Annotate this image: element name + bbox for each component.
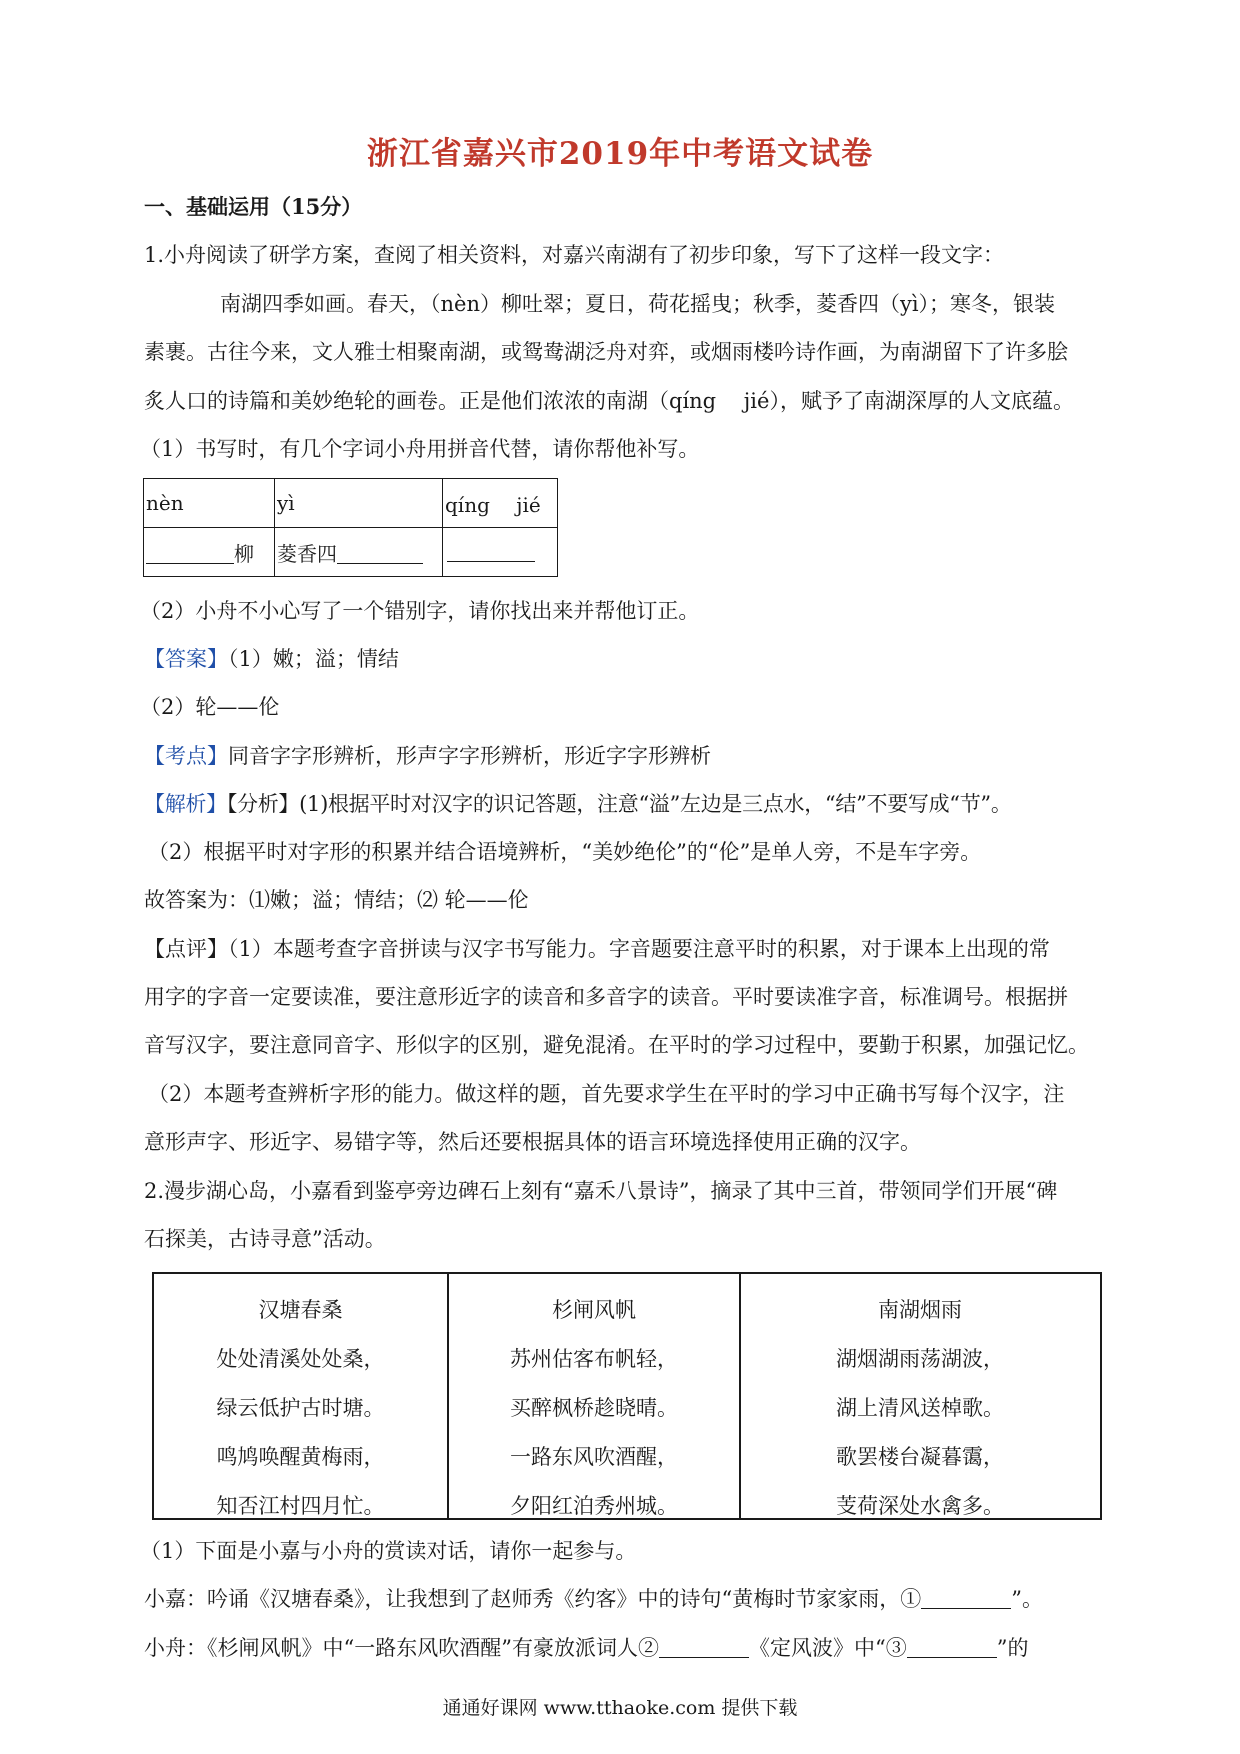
poem-line: 夕阳红泊秀州城。 bbox=[510, 1494, 678, 1518]
poem-line: 处处清溪处处桑， bbox=[216, 1347, 385, 1371]
fill-blank-3[interactable] bbox=[907, 1637, 997, 1658]
poem-column-2 bbox=[447, 1274, 739, 1518]
q1-sub2: （2）小舟不小心写了一个错别字，请你找出来并帮他订正。 bbox=[140, 599, 700, 623]
fill-blank[interactable] bbox=[447, 541, 535, 562]
answer-line bbox=[144, 644, 399, 674]
page-title: 浙江省嘉兴市2019年中考语文试卷 bbox=[366, 136, 874, 172]
poem-title: 杉闸风帆 bbox=[552, 1298, 636, 1322]
dialog-line-1 bbox=[144, 1584, 1043, 1614]
final-answer: 故答案为：⑴嫩；溢；情结；⑵ 轮——伦 bbox=[144, 888, 529, 912]
dialog-text: 《定风波》中“③ bbox=[748, 1636, 907, 1660]
poem-line: 知否江村四月忙。 bbox=[216, 1494, 385, 1518]
q1-sub1: （1）书写时，有几个字词小舟用拼音代替，请你帮他补写。 bbox=[140, 437, 700, 461]
q2-sub1: （1）下面是小嘉与小舟的赏读对话，请你一起参与。 bbox=[140, 1539, 637, 1563]
poem-line: 鸣鸠唤醒黄梅雨， bbox=[216, 1445, 385, 1469]
page-footer: 通通好课网 www.tthaoke.com 提供下载 bbox=[442, 1697, 798, 1719]
dianping-line-2: 用字的字音一定要读准，要注意形近字的读音和多音字的读音。平时要读准字音，标准调号。根据拼 bbox=[144, 985, 1068, 1009]
dialog-text: 小嘉：吟诵《汉塘春桑》，让我想到了赵师秀《约客》中的诗句“黄梅时节家家雨，① bbox=[144, 1587, 922, 1611]
q2-intro-line-1: 2.漫步湖心岛，小嘉看到鉴亭旁边碑石上刻有“嘉禾八景诗”，摘录了其中三首，带领同学们开展“碑 bbox=[144, 1179, 1058, 1203]
kaodian-line bbox=[144, 741, 711, 771]
poem-line: 湖烟湖雨荡湖波， bbox=[836, 1347, 1004, 1371]
poem-table bbox=[152, 1272, 1102, 1520]
fill-blank-1[interactable] bbox=[921, 1588, 1011, 1609]
dianping-line-5: 意形声字、形近字、易错字等，然后还要根据具体的语言环境选择使用正确的汉字。 bbox=[144, 1130, 921, 1154]
poem-title: 南湖烟雨 bbox=[878, 1298, 962, 1322]
answer-line-2: （2）轮——伦 bbox=[140, 695, 280, 719]
q1-passage-line-3: 炙人口的诗篇和美妙绝轮的画卷。正是他们浓浓的南湖（qíng jié），赋予了南湖深厚的人文底蕴。 bbox=[144, 389, 1074, 413]
q1-passage-line-2: 素裹。古往今来，文人雅士相聚南湖，或鸳鸯湖泛舟对弈，或烟雨楼吟诗作画，为南湖留下了许多脍 bbox=[144, 340, 1068, 364]
poem-column-1 bbox=[154, 1274, 447, 1518]
fill-blank-2[interactable] bbox=[659, 1637, 749, 1658]
answer-text: （1）嫩；溢；情结 bbox=[228, 647, 399, 671]
jiexi-tag: 【解析】 bbox=[144, 792, 227, 816]
dialog-text: 小舟：《杉闸风帆》中“一路东风吹酒醒”有豪放派词人② bbox=[144, 1636, 659, 1660]
poem-line: 湖上清风送棹歌。 bbox=[836, 1396, 1004, 1420]
q2-intro-line-2: 石探美，古诗寻意”活动。 bbox=[144, 1227, 386, 1251]
poem-column-3 bbox=[739, 1274, 1099, 1518]
jiexi-text: 【分析】(1)根据平时对汉字的识记答题，注意“溢”左边是三点水，“结”不要写成“节”。 bbox=[226, 792, 1012, 816]
poem-line: 买醉枫桥趁晓晴。 bbox=[510, 1396, 678, 1420]
q1-intro: 1.小舟阅读了研学方案，查阅了相关资料，对嘉兴南湖有了初步印象，写下了这样一段文字： bbox=[144, 243, 1005, 267]
fill-blank[interactable] bbox=[146, 543, 234, 564]
pinyin-cell-3: qíng jié bbox=[443, 479, 558, 528]
dialog-text: ”。 bbox=[1011, 1587, 1043, 1611]
answer-cell-3[interactable] bbox=[443, 528, 558, 577]
pinyin-cell-1: nèn bbox=[144, 479, 275, 528]
dialog-line-2 bbox=[144, 1633, 1028, 1663]
jiexi-line-2: （2）根据平时对字形的积累并结合语境辨析，“美妙绝伦”的“伦”是单人旁，不是车字旁。 bbox=[148, 840, 982, 864]
dianping-line-1: 【点评】（1）本题考查字音拼读与汉字书写能力。字音题要注意平时的积累，对于课本上出现的常 bbox=[144, 937, 1050, 961]
poem-line: 歌罢楼台凝暮霭， bbox=[836, 1445, 1004, 1469]
poem-title: 汉塘春桑 bbox=[258, 1298, 343, 1322]
pinyin-cell-2: yì bbox=[275, 479, 443, 528]
answer-cell-2[interactable] bbox=[275, 528, 443, 577]
section-heading: 一、基础运用（15分） bbox=[144, 194, 363, 219]
poem-line: 一路东风吹酒醒， bbox=[510, 1445, 678, 1469]
cell-prefix: 菱香四 bbox=[277, 541, 337, 566]
dianping-line-4: （2）本题考查辨析字形的能力。做这样的题，首先要求学生在平时的学习中正确书写每个汉字，注 bbox=[148, 1082, 1065, 1106]
kaodian-tag: 【考点】 bbox=[144, 744, 228, 768]
answer-tag: 【答案】 bbox=[144, 647, 228, 671]
poem-line: 绿云低护古时塘。 bbox=[216, 1396, 385, 1420]
dialog-text: ”的 bbox=[996, 1636, 1029, 1660]
poem-line: 苏州估客布帆轻， bbox=[510, 1347, 678, 1371]
q1-passage-line-1: 南湖四季如画。春天，（nèn）柳吐翠；夏日，荷花摇曳；秋季，菱香四（yì）；寒冬，银装 bbox=[220, 292, 1056, 316]
cell-suffix: 柳 bbox=[234, 541, 254, 566]
dianping-line-3: 音写汉字，要注意同音字、形似字的区别，避免混淆。在平时的学习过程中，要勤于积累，加强记忆。 bbox=[144, 1033, 1089, 1057]
fill-blank[interactable] bbox=[337, 543, 423, 564]
kaodian-text: 同音字字形辨析，形声字字形辨析，形近字字形辨析 bbox=[228, 744, 711, 768]
pinyin-table bbox=[143, 478, 558, 577]
jiexi-line bbox=[144, 789, 1012, 819]
answer-cell-1[interactable] bbox=[144, 528, 275, 577]
poem-line: 芰荷深处水禽多。 bbox=[836, 1494, 1004, 1518]
